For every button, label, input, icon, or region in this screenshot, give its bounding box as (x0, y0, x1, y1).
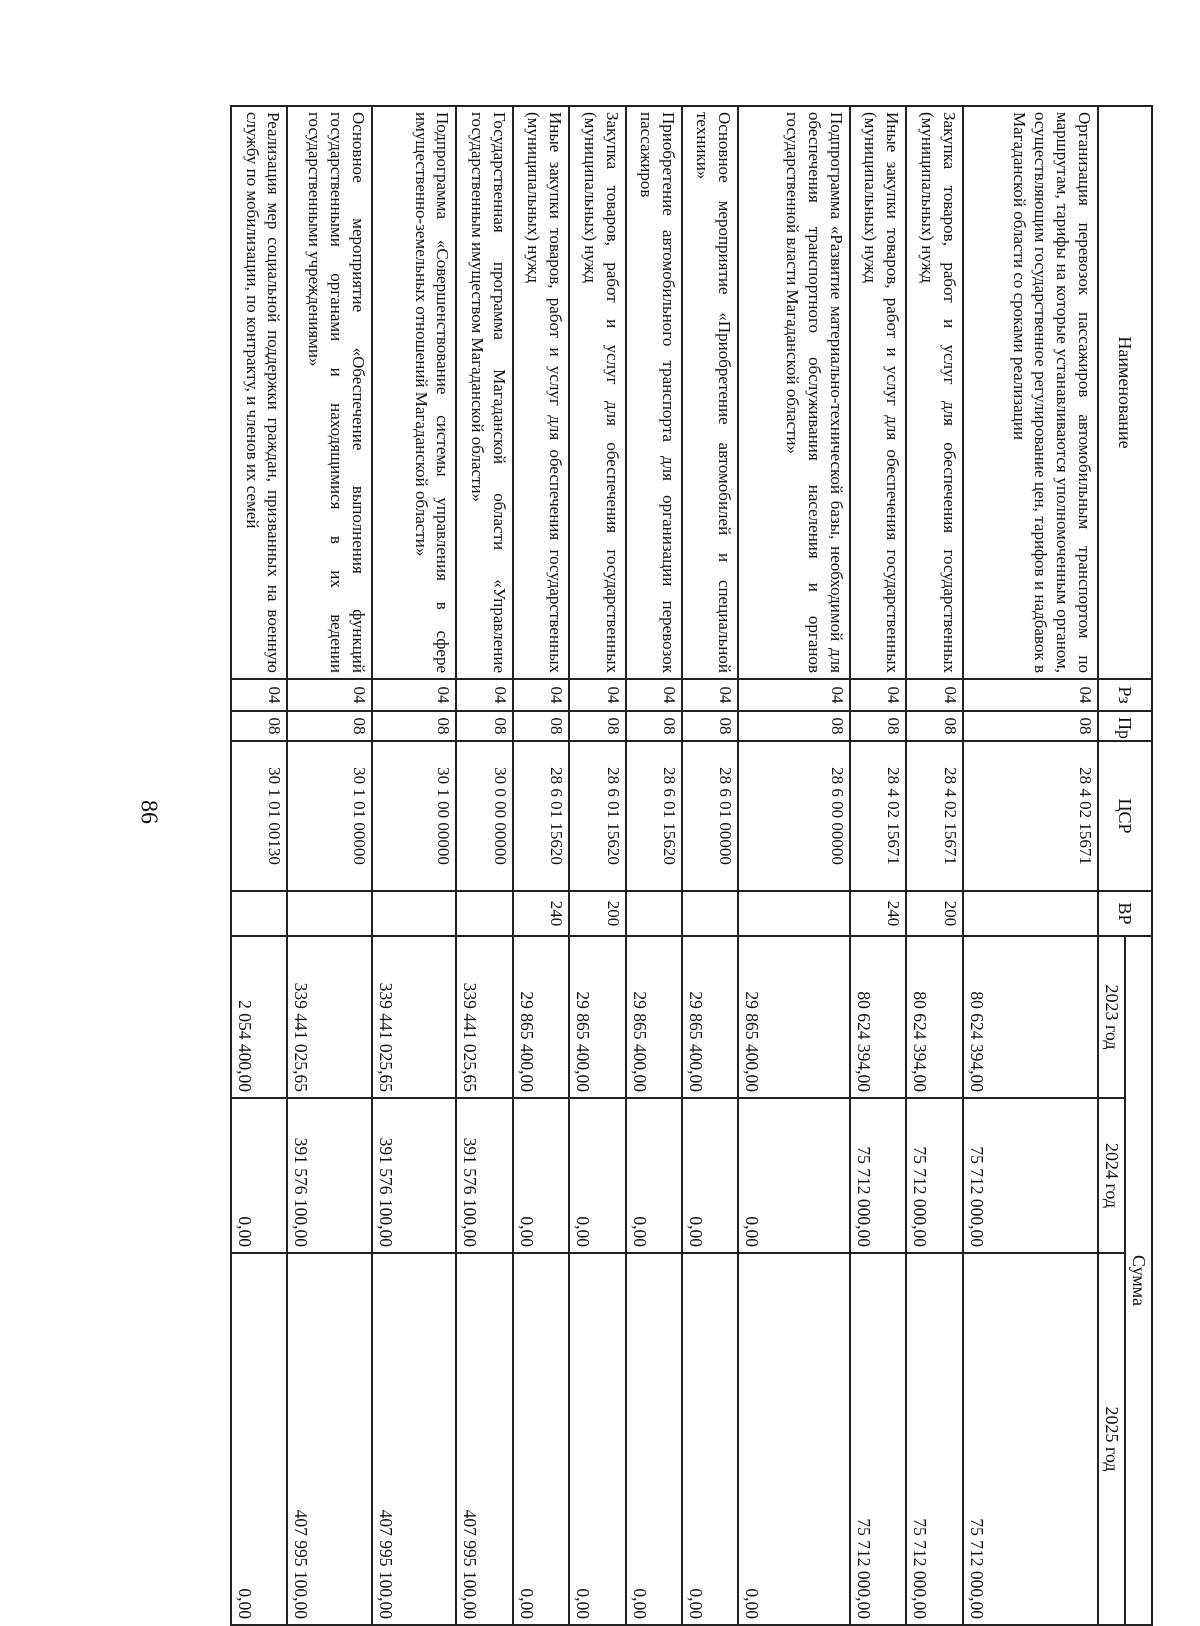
table-row (287, 106, 372, 1625)
cell-pr: 08 (738, 711, 850, 741)
cell-2025: 75 712 000,00 (963, 1253, 1098, 1625)
table-row (231, 106, 287, 1625)
header-name: Наименование (1098, 106, 1152, 679)
cell-2024: 0,00 (569, 1098, 625, 1253)
header-rz: Рз (1098, 679, 1152, 711)
cell-vr: 200 (569, 891, 625, 936)
cell-name: Подпрограмма «Развитие материально-технической базы, необходимой для обеспечения транспортного обслуживания населения и органов государственной власти Магаданской области» (738, 106, 850, 679)
cell-rz: 04 (513, 679, 569, 711)
table-row (850, 106, 906, 1625)
cell-vr (963, 891, 1098, 936)
table-row (906, 106, 962, 1625)
cell-pr: 08 (231, 711, 287, 741)
cell-vr: 200 (906, 891, 962, 936)
cell-csr: 30 1 01 00000 (287, 741, 372, 891)
cell-rz: 04 (626, 679, 682, 711)
cell-csr: 28 6 00 00000 (738, 741, 850, 891)
cell-2025: 75 712 000,00 (906, 1253, 962, 1625)
cell-2024: 0,00 (738, 1098, 850, 1253)
budget-table (230, 105, 1153, 1626)
cell-name: Иные закупки товаров, работ и услуг для обеспечения государственных (муниципальных) нужд (850, 106, 906, 679)
table-row (963, 106, 1098, 1625)
cell-csr: 28 4 02 15671 (906, 741, 962, 891)
header-2024: 2024 год (1098, 1098, 1125, 1253)
cell-vr (372, 891, 457, 936)
cell-vr: 240 (850, 891, 906, 936)
cell-name: Закупка товаров, работ и услуг для обеспечения государственных (муниципальных) нужд (906, 106, 962, 679)
cell-pr: 08 (372, 711, 457, 741)
cell-2025: 0,00 (682, 1253, 738, 1625)
cell-2024: 75 712 000,00 (906, 1098, 962, 1253)
cell-2025: 407 995 100,00 (372, 1253, 457, 1625)
table-row (682, 106, 738, 1625)
cell-name: Иные закупки товаров, работ и услуг для обеспечения государственных (муниципальных) нужд (513, 106, 569, 679)
cell-pr: 08 (682, 711, 738, 741)
cell-2024: 0,00 (626, 1098, 682, 1253)
cell-rz: 04 (963, 679, 1098, 711)
cell-pr: 08 (963, 711, 1098, 741)
cell-csr: 30 1 00 00000 (372, 741, 457, 891)
cell-csr: 28 4 02 15671 (963, 741, 1098, 891)
cell-name: Приобретение автомобильного транспорта для организации перевозок пассажиров (626, 106, 682, 679)
cell-2023: 29 865 400,00 (738, 936, 850, 1098)
cell-2023: 80 624 394,00 (963, 936, 1098, 1098)
cell-csr: 28 6 01 15620 (569, 741, 625, 891)
cell-name: Государственная программа Магаданской области «Управление государственным имуществом Магаданской области» (457, 106, 513, 679)
table-row (569, 106, 625, 1625)
cell-vr (231, 891, 287, 936)
cell-name: Подпрограмма «Совершенствование системы управления в сфере имущественно-земельных отношений Магаданской области» (372, 106, 457, 679)
cell-pr: 08 (457, 711, 513, 741)
cell-2023: 80 624 394,00 (906, 936, 962, 1098)
cell-2025: 0,00 (569, 1253, 625, 1625)
cell-name: Организация перевозок пассажиров автомобильным транспортом по маршрутам, тарифы на которые устанавливаются уполномоченным органом, осуществляющим государственное регулирование цен, тарифов и надбавок в Магаданской области со сроками реализации (963, 106, 1098, 679)
cell-2024: 391 576 100,00 (372, 1098, 457, 1253)
cell-vr (682, 891, 738, 936)
header-pr: Пр (1098, 711, 1152, 741)
cell-vr (626, 891, 682, 936)
table-row (513, 106, 569, 1625)
cell-2025: 407 995 100,00 (457, 1253, 513, 1625)
cell-2023: 339 441 025,65 (372, 936, 457, 1098)
table-row (457, 106, 513, 1625)
cell-2024: 0,00 (682, 1098, 738, 1253)
cell-2023: 29 865 400,00 (569, 936, 625, 1098)
cell-2024: 0,00 (231, 1098, 287, 1253)
cell-2023: 29 865 400,00 (513, 936, 569, 1098)
cell-rz: 04 (906, 679, 962, 711)
cell-name: Закупка товаров, работ и услуг для обеспечения государственных (муниципальных) нужд (569, 106, 625, 679)
cell-pr: 08 (626, 711, 682, 741)
cell-csr: 28 6 01 15620 (626, 741, 682, 891)
header-2025: 2025 год (1098, 1253, 1125, 1625)
cell-2025: 75 712 000,00 (850, 1253, 906, 1625)
cell-2024: 0,00 (513, 1098, 569, 1253)
table-row (372, 106, 457, 1625)
cell-rz: 04 (738, 679, 850, 711)
cell-2024: 391 576 100,00 (457, 1098, 513, 1253)
table-body (231, 106, 1098, 1625)
cell-csr: 28 4 02 15671 (850, 741, 906, 891)
cell-2023: 339 441 025,65 (287, 936, 372, 1098)
cell-rz: 04 (457, 679, 513, 711)
cell-2024: 75 712 000,00 (850, 1098, 906, 1253)
cell-rz: 04 (372, 679, 457, 711)
cell-pr: 08 (287, 711, 372, 741)
cell-vr (738, 891, 850, 936)
cell-name: Основное мероприятие «Приобретение автомобилей и специальной техники» (682, 106, 738, 679)
cell-2024: 391 576 100,00 (287, 1098, 372, 1253)
table-row (626, 106, 682, 1625)
cell-rz: 04 (682, 679, 738, 711)
cell-2023: 29 865 400,00 (626, 936, 682, 1098)
header-2023: 2023 год (1098, 936, 1125, 1098)
header-csr: ЦСР (1098, 741, 1152, 891)
cell-pr: 08 (906, 711, 962, 741)
header-vr: ВР (1098, 891, 1152, 936)
cell-pr: 08 (850, 711, 906, 741)
cell-csr: 28 6 01 00000 (682, 741, 738, 891)
table-row (738, 106, 850, 1625)
cell-name: Реализация мер социальной поддержки граждан, призванных на военную службу по мобилизации, по контракту, и членов их семей (231, 106, 287, 679)
cell-vr (457, 891, 513, 936)
cell-csr: 30 1 01 00130 (231, 741, 287, 891)
page-number: 86 (135, 800, 162, 824)
cell-vr: 240 (513, 891, 569, 936)
cell-rz: 04 (287, 679, 372, 711)
cell-2025: 0,00 (626, 1253, 682, 1625)
cell-csr: 30 0 00 00000 (457, 741, 513, 891)
cell-2025: 0,00 (513, 1253, 569, 1625)
table-header (1098, 106, 1152, 1625)
cell-rz: 04 (569, 679, 625, 711)
cell-name: Основное мероприятие «Обеспечение выполнения функций государственными органами и находящимися в их ведении государственными учреждениями» (287, 106, 372, 679)
cell-2023: 29 865 400,00 (682, 936, 738, 1098)
cell-rz: 04 (850, 679, 906, 711)
cell-2025: 0,00 (231, 1253, 287, 1625)
cell-2025: 0,00 (738, 1253, 850, 1625)
header-sum: Сумма (1125, 936, 1152, 1625)
cell-2023: 339 441 025,65 (457, 936, 513, 1098)
cell-rz: 04 (231, 679, 287, 711)
cell-2025: 407 995 100,00 (287, 1253, 372, 1625)
cell-2023: 2 054 400,00 (231, 936, 287, 1098)
cell-2024: 75 712 000,00 (963, 1098, 1098, 1253)
cell-pr: 08 (569, 711, 625, 741)
cell-csr: 28 6 01 15620 (513, 741, 569, 891)
cell-2023: 80 624 394,00 (850, 936, 906, 1098)
rotated-table-container (230, 105, 1153, 1624)
cell-pr: 08 (513, 711, 569, 741)
cell-vr (287, 891, 372, 936)
